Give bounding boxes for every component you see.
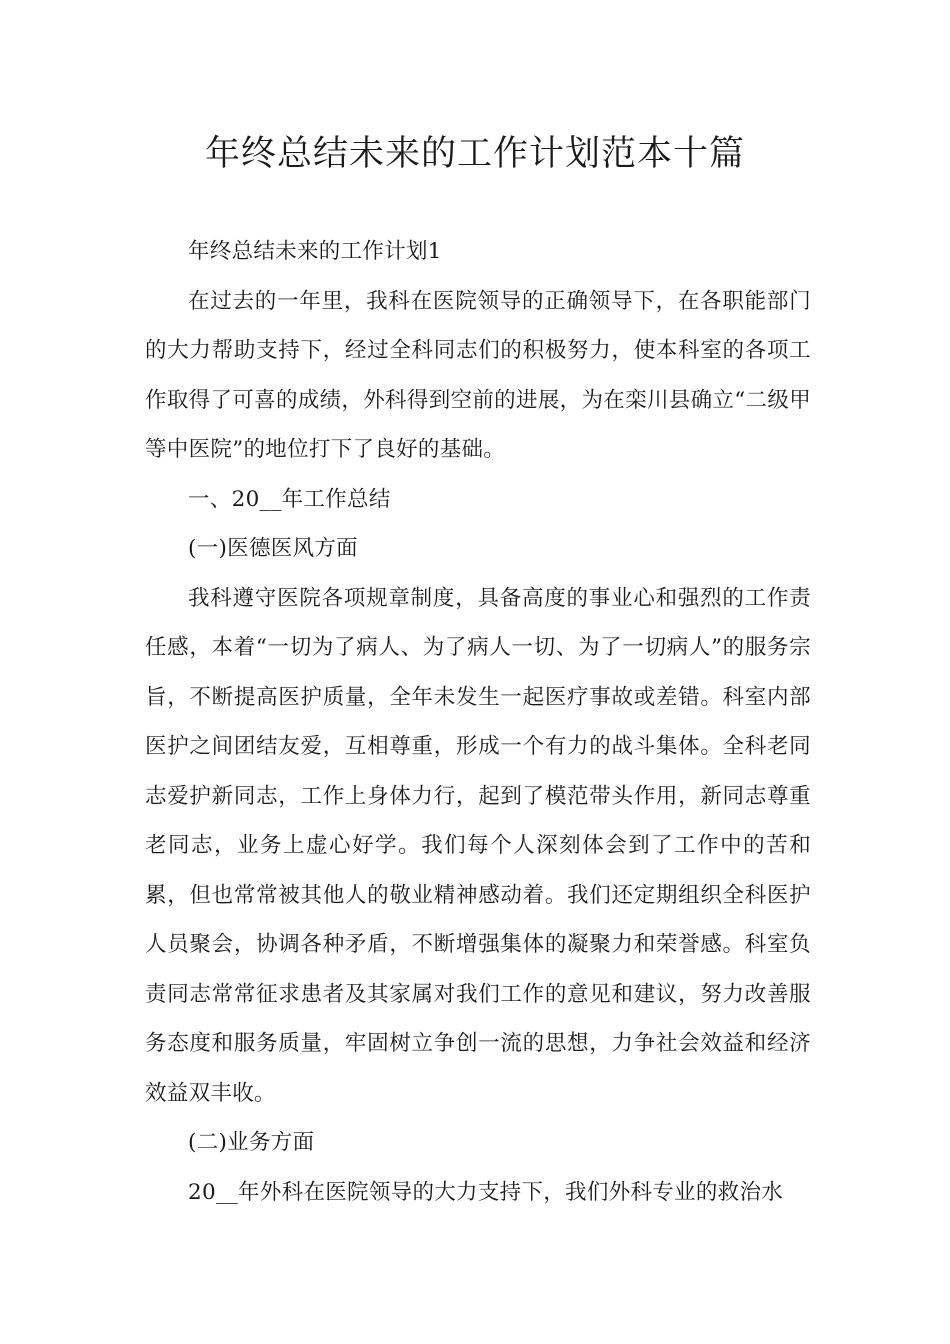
paragraph-business: 20__年外科在医院领导的大力支持下，我们外科专业的救治水 — [188, 1179, 784, 1205]
paragraph-heading-ethics: (一)医德医风方面 — [188, 536, 358, 561]
paragraph-ethics: 我科遵守医院各项规章制度，具备高度的事业心和强烈的工作责任感，本着“一切为了病人、为了病人一切、为了一切病人”的服务宗旨，不断提高医护质量，全年未发生一起医疗事故或差错。科室内部医护之间团结友爱，互相尊重，形成一个有力的战斗集体。全科老同志爱护新同志，工作上身体力行，起到了模范带头作用，新同志尊重老同志，业务上虚心好学。我们每个人深刻体会到了工作中的苦和累，但也常常被其他人的敬业精神感动着。我们还定期组织全科医护人员聚会，协调各种矛盾，不断增强集体的凝聚力和荣誉感。科室负责同志常常征求患者及其家属对我们工作的意见和建议，努力改善服务态度和服务质量，牢固树立争创一流的思想，力争社会效益和经济效益双丰收。 — [145, 585, 811, 1106]
paragraph-heading-business: (二)业务方面 — [188, 1130, 315, 1155]
paragraph-section-heading: 年终总结未来的工作计划1 — [188, 239, 442, 264]
document-title: 年终总结未来的工作计划范本十篇 — [204, 134, 745, 174]
paragraph-intro: 在过去的一年里，我科在医院领导的正确领导下，在各职能部门的大力帮助支持下，经过全科同志们的积极努力，使本科室的各项工作取得了可喜的成绩，外科得到空前的进展，为在栾川县确立“二级甲等中医院”的地位打下了良好的基础。 — [145, 288, 811, 462]
paragraph-heading-summary: 一、20__年工作总结 — [188, 486, 391, 512]
document-body — [145, 227, 811, 1217]
